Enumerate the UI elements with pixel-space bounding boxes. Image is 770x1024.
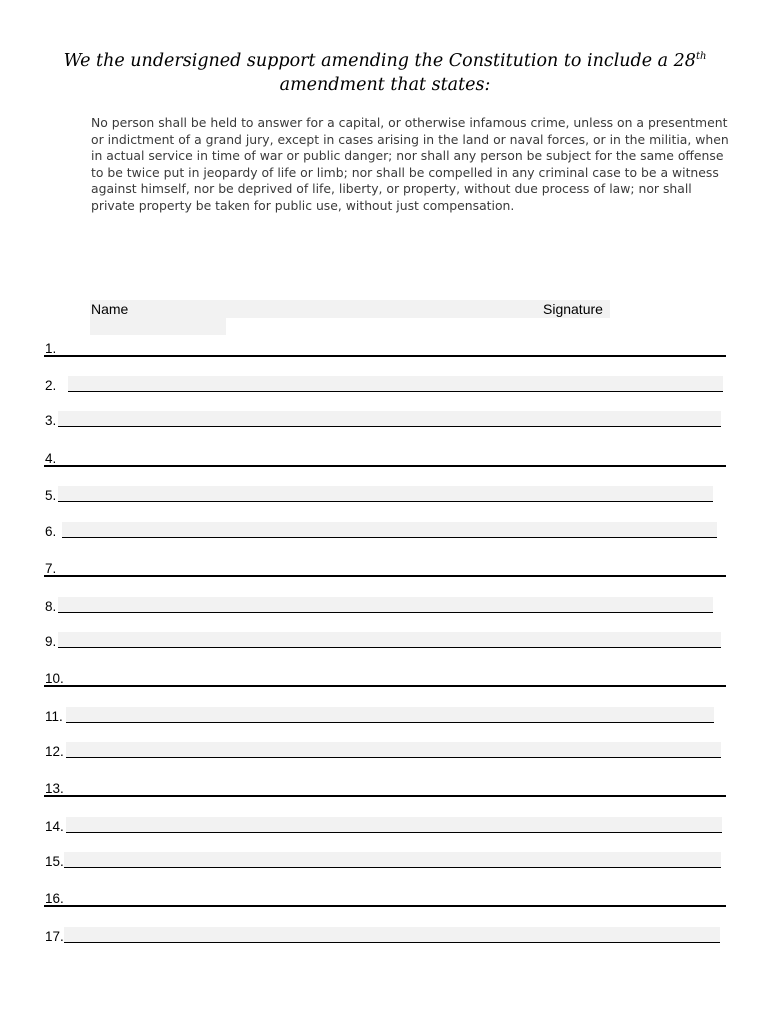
signature-row [0, 888, 770, 912]
row-number: 17. [45, 929, 64, 944]
row-number: 16. [45, 891, 64, 906]
signature-line [64, 867, 721, 868]
row-number: 15. [45, 854, 64, 869]
signature-field[interactable] [66, 742, 721, 758]
title-line-1: We the undersigned support amending the Constitution to include a 28th [63, 51, 707, 71]
row-number: 10. [45, 671, 64, 686]
signature-row [0, 596, 770, 620]
row-number: 3. [45, 413, 57, 428]
row-number: 5. [45, 488, 57, 503]
signature-field[interactable] [66, 817, 722, 833]
row-number: 7. [45, 561, 57, 576]
signature-line[interactable] [44, 465, 726, 467]
signature-line [62, 537, 717, 538]
signature-row [0, 631, 770, 655]
signature-field[interactable] [62, 522, 717, 538]
row-number: 4. [45, 451, 57, 466]
signature-row [0, 778, 770, 802]
row-number: 12. [45, 744, 64, 759]
signature-row [0, 410, 770, 434]
title-line-2: amendment that states: [279, 75, 491, 95]
signature-line [66, 757, 721, 758]
signature-field[interactable] [58, 632, 721, 648]
row-number: 1. [45, 341, 57, 356]
row-number: 13. [45, 781, 64, 796]
signature-field[interactable] [66, 707, 714, 723]
signature-row [0, 816, 770, 840]
signature-field[interactable] [58, 411, 721, 427]
header-field-band-secondary [90, 318, 226, 335]
signature-line[interactable] [44, 685, 726, 687]
signature-row [0, 338, 770, 362]
signature-line[interactable] [44, 795, 726, 797]
signature-line [64, 942, 720, 943]
signature-row [0, 375, 770, 399]
signature-line [66, 832, 722, 833]
signature-line [58, 647, 721, 648]
signature-line[interactable] [44, 575, 726, 577]
row-number: 6. [45, 524, 57, 539]
signature-line [66, 722, 714, 723]
title-superscript: th [695, 51, 707, 62]
signature-field[interactable] [64, 927, 720, 943]
signature-column-header: Signature [543, 301, 603, 317]
row-number: 8. [45, 599, 57, 614]
signature-line[interactable] [44, 355, 726, 357]
row-number: 11. [45, 709, 63, 724]
signature-line[interactable] [44, 905, 726, 907]
signature-row [0, 926, 770, 950]
signature-line [58, 501, 713, 502]
petition-title [60, 49, 710, 97]
signature-field[interactable] [58, 597, 713, 613]
row-number: 2. [45, 378, 57, 393]
signature-row [0, 741, 770, 765]
signature-row [0, 521, 770, 545]
row-number: 14. [45, 819, 64, 834]
signature-line [58, 612, 713, 613]
signature-line [68, 391, 723, 392]
signature-row [0, 558, 770, 582]
row-number: 9. [45, 634, 57, 649]
name-column-header: Name [91, 301, 129, 317]
amendment-text: No person shall be held to answer for a capital, or otherwise infamous crime, unless on a presentment or indictment of a grand jury, except in cases arising in the land or naval forces, or in the militia, when in actual service in time of war or public danger; nor shall any person be subject for the same offense to be twice put in jeopardy of life or limb; nor shall be compelled in any criminal case to be a witness against himself, nor be deprived of life, liberty, or property, without due process of law; nor shall private property be taken for public use, without just compensation. [91, 115, 729, 213]
signature-field[interactable] [58, 486, 713, 502]
signature-row [0, 485, 770, 509]
signature-field[interactable] [68, 376, 723, 392]
signature-field[interactable] [64, 852, 721, 868]
signature-row [0, 706, 770, 730]
signature-line [58, 426, 721, 427]
header-field-band [90, 300, 610, 318]
signature-row [0, 448, 770, 472]
signature-row [0, 668, 770, 692]
signature-row [0, 851, 770, 875]
